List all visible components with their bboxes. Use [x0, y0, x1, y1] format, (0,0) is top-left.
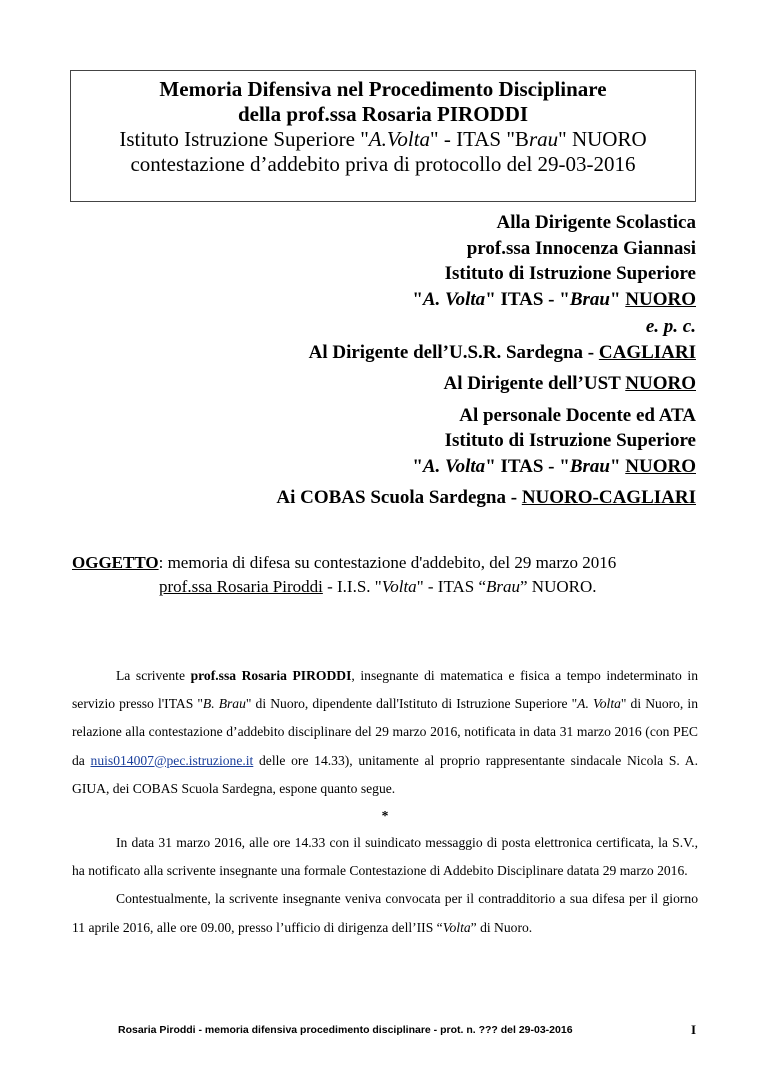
separator-asterisk: * — [381, 808, 389, 824]
page-number: I — [690, 1022, 696, 1037]
addressee-line: Al personale Docente ed ATA — [459, 404, 696, 426]
addressee-line: Al Dirigente dell’U.S.R. Sardegna - CAGLIARI — [308, 341, 696, 363]
addressee-line: "A. Volta" ITAS - "Brau" NUORO — [412, 455, 696, 477]
paragraph-3: Contestualmente, la scrivente insegnante veniva convocata per il contradditorio a sua difesa per il giorno 11 aprile 2016, alle ore 09.00, presso l’ufficio di dirigenza dell’IIS “Volta” di Nuoro. — [72, 891, 698, 935]
title-line-4: contestazione d’addebito priva di protocollo del 29-03-2016 — [130, 152, 636, 176]
addressee-line: Istituto di Istruzione Superiore — [444, 430, 696, 451]
addressee-line: prof.ssa Innocenza Giannasi — [466, 237, 696, 259]
subject-line-2: prof.ssa Rosaria Piroddi - I.I.S. "Volta" - ITAS “Brau” NUORO. — [159, 577, 597, 596]
paragraph-2: In data 31 marzo 2016, alle ore 14.33 con il suindicato messaggio di posta elettronica certificata, la S.V., ha notificato alla scrivente insegnante una formale Contestazione di Addebito Disciplinare datata 29 marzo 2016. — [72, 835, 698, 879]
subject-line-1: OGGETTO: memoria di difesa su contestazione d'addebito, del 29 marzo 2016 — [72, 553, 617, 572]
addressee-line: Istituto di Istruzione Superiore — [444, 263, 696, 284]
body-text — [72, 662, 698, 942]
addressees-block — [96, 210, 696, 511]
title-box — [70, 70, 696, 202]
title-line-2: della prof.ssa Rosaria PIRODDI — [237, 102, 529, 126]
title-line-1: Memoria Difensiva nel Procedimento Disciplinare — [159, 77, 607, 101]
title-line-3: Istituto Istruzione Superiore "A.Volta" - ITAS "Brau" NUORO — [119, 127, 647, 151]
pec-email-link[interactable]: nuis014007@pec.istruzione.it — [90, 752, 254, 768]
epc-line: e. p. c. — [645, 316, 696, 337]
addressee-line: Al Dirigente dell’UST NUORO — [443, 373, 696, 394]
subject-label: OGGETTO — [72, 553, 159, 572]
addressee-line: Alla Dirigente Scolastica — [496, 212, 696, 233]
paragraph-1: La scrivente prof.ssa Rosaria PIRODDI, insegnante di matematica e fisica a tempo indeterminato in servizio presso l'ITAS "B. Brau" di Nuoro, dipendente dall'Istituto di Istruzione Superiore "A. Volta" di Nuoro, in relazione alla contestazione d’addebito disciplinare del 29 marzo 2016, notificata in data 31 marzo 2016 (con PEC da nuis014007@pec.istruzione.it delle ore 14.33), unitamente al proprio rappresentante sindacale Nicola S. A. GIUA, dei COBAS Scuola Sardegna, espone quanto segue. — [72, 668, 698, 796]
addressee-line: "A. Volta" ITAS - "Brau" NUORO — [412, 288, 696, 310]
subject-block — [72, 551, 698, 599]
page-footer: Rosaria Piroddi - memoria difensiva procedimento disciplinare - prot. n. ??? del 29-03-2016 — [118, 1024, 573, 1036]
addressee-line: Ai COBAS Scuola Sardegna - NUORO-CAGLIARI — [276, 487, 696, 508]
